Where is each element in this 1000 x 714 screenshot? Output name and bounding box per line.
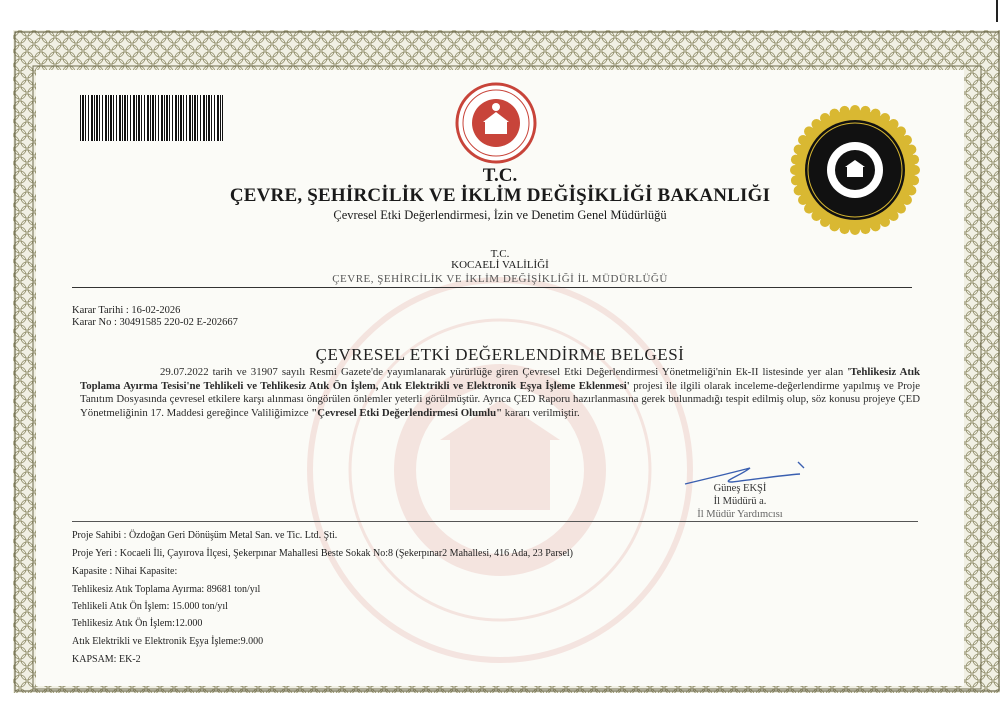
decision-number: Karar No : 30491585 220-02 E-202667 [72,317,238,328]
project-scope: KAPSAM: EK-2 [72,654,141,665]
project-owner: Proje Sahibi : Özdoğan Geri Dönüşüm Metal San. ve Tic. Ltd. Şti. [72,530,338,541]
capacity-item: Tehlikesiz Atık Toplama Ayırma: 89681 ton/yıl [72,584,261,595]
header-divider [72,287,912,288]
decision-result: "Çevresel Etki Değerlendirmesi Olumlu" [311,406,503,419]
department-name: ÇEVRE, ŞEHİRCİLİK VE İKLİM DEĞİŞİKLİĞİ İL MÜDÜRLÜĞÜ [332,273,668,285]
project-location: Proje Yeri : Kocaeli İli, Çayırova İlçesi, Şekerpınar Mahallesi Beste Sokak No:8 (Şekerpınar2 Mahallesi, 416 Ada, 23 Parsel) [72,548,573,559]
ministry-emblem-icon [455,82,537,164]
body-text-2: projesi ile ilgili olarak inceleme-değerlendirme yapılmış ve Proje Tanıtım Dosyasında çevresel etkilere karşı alınması öngörülen önlemler yeterli görülmüştür. Ayrıca ÇED Raporu hazırlanmasına gerek bulunmadığı tespit edilmiş olup, söz konusu projeye ÇED Yönetmeliğinin 17. Maddesi gereğince Valiliğimizce [80,379,920,419]
capacity-item: Tehlikesiz Atık Ön İşlem:12.000 [72,618,203,629]
project-capacity: Kapasite : Nihai Kapasite: [72,566,178,577]
certificate-body [80,366,920,420]
capacity-item: Tehlikeli Atık Ön İşlem: 15.000 ton/yıl [72,601,228,612]
signature-block [660,482,820,521]
certificate-title: ÇEVRESEL ETKİ DEĞERLENDİRME BELGESİ [315,345,685,364]
ministry-name: ÇEVRE, ŞEHİRCİLİK VE İKLİM DEĞİŞİKLİĞİ BAKANLIĞI [229,185,771,206]
capacity-item: Atık Elektrikli ve Elektronik Eşya İşleme:9.000 [72,636,264,647]
decision-date: Karar Tarihi : 16-02-2026 [72,305,181,316]
body-text-3: kararı verilmiştir. [502,406,580,419]
directorate-name: Çevresel Etki Değerlendirmesi, İzin ve Denetim Genel Müdürlüğü [333,208,667,222]
footer-divider [72,521,918,522]
project-name: 'Tehlikesiz Atık Toplama Ayırma Tesisi'ne Tehlikeli ve Tehlikesiz Atık Ön İşlem, Atık Elektrikli ve Elektronik Eşya İşleme Eklenmesi' [80,366,920,392]
signatory-name: Güneş EKŞİ [713,483,767,494]
signatory-title: İl Müdür Yardımcısı [697,509,783,520]
tc-subheading: T.C. [490,248,510,260]
governorship-name: KOCAELİ VALİLİĞİ [451,259,549,271]
body-text-1: 29.07.2022 tarih ve 31907 sayılı Resmi Gazete'de yayımlanarak yürürlüğe giren Çevresel Etki Değerlendirmesi Yönetmeliği'nin Ek-II listesinde yer alan [160,366,848,378]
watermark-emblem-icon [300,270,700,670]
barcode-icon [80,95,223,141]
tc-heading: T.C. [482,165,518,186]
edge-mark [996,0,998,22]
signatory-role: İl Müdürü a. [713,496,767,507]
